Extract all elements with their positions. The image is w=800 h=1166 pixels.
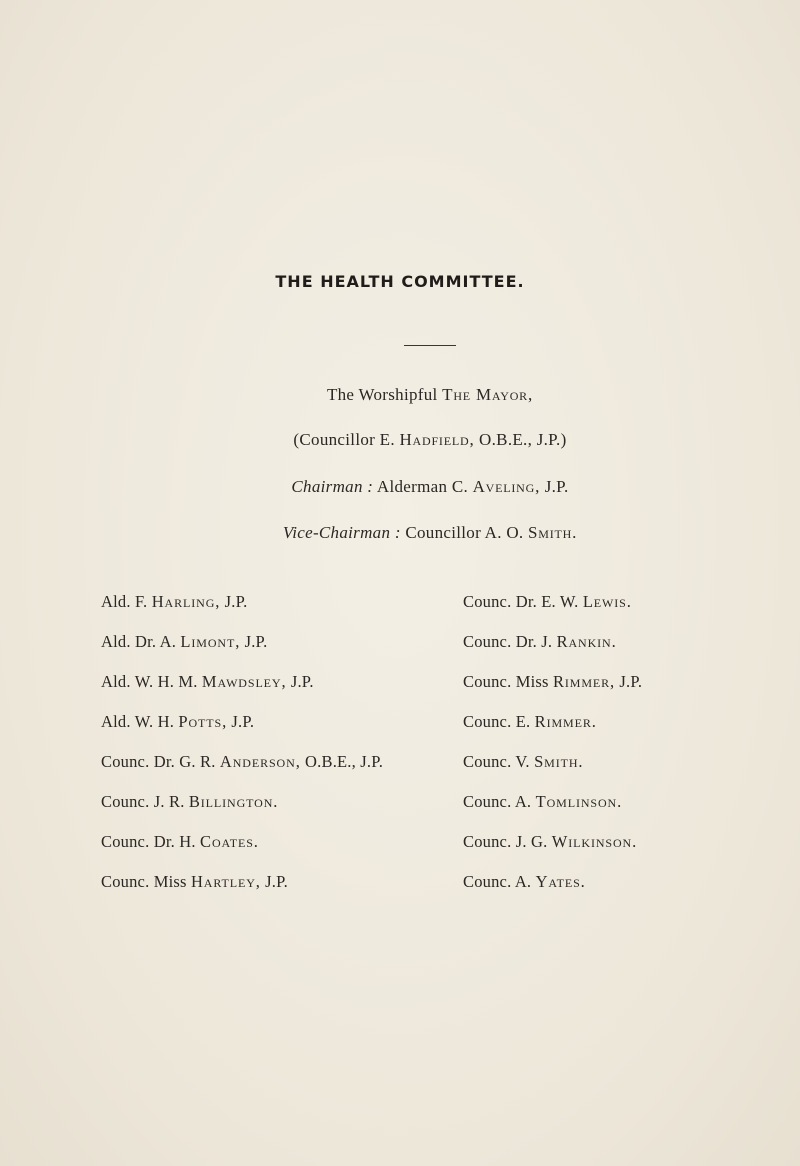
member-name: Yates. [535,872,586,891]
member-name: Smith. [534,752,584,771]
mayor-line [0,385,800,405]
member-entry [101,629,383,669]
member-name: Rimmer, [552,672,616,691]
member-suffix: J.P. [260,872,288,891]
member-prefix: Counc. A. [463,792,536,811]
member-entry [463,669,642,709]
member-entry [463,589,642,629]
chairman-post: J.P. [540,477,569,496]
member-name: Mawdsley, [201,672,287,691]
member-suffix: O.B.E., J.P. [300,752,384,771]
member-name: Tomlinson. [535,792,623,811]
member-prefix: Counc. Miss [101,872,191,891]
member-prefix: Ald. Dr. A. [101,632,181,651]
member-prefix: Counc. A. [463,872,536,891]
vice-chairman-pre: Councillor A. O. [400,523,529,542]
member-name: Rimmer. [534,712,597,731]
member-prefix: Ald. F. [101,592,152,611]
member-entry [463,709,642,749]
page-title: THE HEALTH COMMITTEE. [275,272,525,291]
member-name: Wilkinson. [551,832,638,851]
chairman-label: Chairman : [291,477,374,496]
member-entry [463,869,642,909]
member-prefix: Counc. J. G. [463,832,552,851]
member-prefix: Ald. W. H. M. [101,672,202,691]
member-prefix: Counc. Miss [463,672,553,691]
member-name: Harling, [151,592,221,611]
member-prefix: Counc. Dr. H. [101,832,201,851]
member-entry [101,829,383,869]
title-divider [404,345,456,346]
member-prefix: Counc. J. R. [101,792,189,811]
member-entry [101,669,383,709]
member-suffix: J.P. [615,672,643,691]
mayor-detail-open: (Councillor E. [293,430,400,449]
mayor-name: Hadfield, [399,430,475,449]
member-entry [463,629,642,669]
member-prefix: Counc. Dr. G. R. [101,752,220,771]
member-prefix: Counc. E. [463,712,535,731]
member-suffix: J.P. [220,592,248,611]
member-prefix: Counc. Dr. E. W. [463,592,583,611]
chairman-name: Aveling, [472,477,541,496]
member-name: Rankin. [556,632,617,651]
member-name: Coates. [200,832,259,851]
member-name: Lewis. [582,592,632,611]
vice-chairman-line [0,523,800,543]
mayor-detail-line [0,430,800,450]
member-name: Hartley, [190,872,261,891]
member-prefix: Counc. Dr. J. [463,632,557,651]
member-entry [101,709,383,749]
vice-chairman-name: Smith. [528,523,578,542]
member-entry [101,869,383,909]
member-name: Anderson, [219,752,301,771]
member-entry [463,749,642,789]
chairman-pre: Alderman C. [373,477,473,496]
member-prefix: Ald. W. H. [101,712,179,731]
mayor-title: The Mayor, [442,385,534,404]
member-entry [101,589,383,629]
mayor-detail-close: O.B.E., J.P.) [474,430,567,449]
vice-chairman-label: Vice-Chairman : [282,523,401,542]
member-suffix: J.P. [227,712,255,731]
member-name: Potts, [178,712,228,731]
member-name: Billington. [188,792,279,811]
member-suffix: J.P. [286,672,314,691]
member-entry [463,829,642,869]
members-left-column [101,589,383,909]
member-suffix: J.P. [240,632,268,651]
chairman-line [0,477,800,497]
members-right-column [463,589,642,909]
member-name: Limont, [180,632,241,651]
mayor-prefix: The Worshipful [326,385,443,404]
member-prefix: Counc. V. [463,752,535,771]
member-entry [101,789,383,829]
member-entry [101,749,383,789]
member-entry [463,789,642,829]
